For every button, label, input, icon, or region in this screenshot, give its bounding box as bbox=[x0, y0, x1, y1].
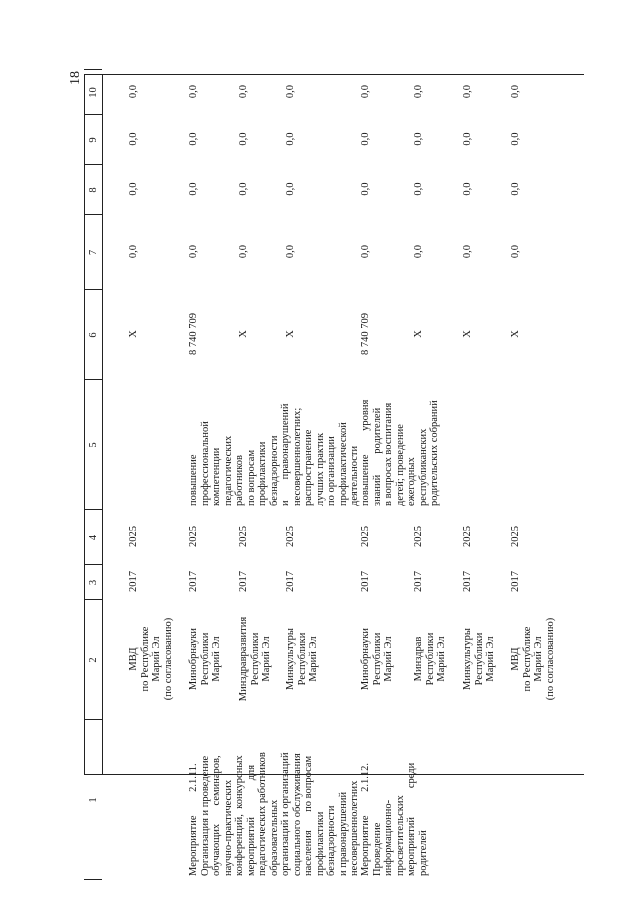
table-cell-r2-c9: 0,0 bbox=[188, 132, 199, 146]
table-cell-r4-c9: 0,0 bbox=[285, 132, 296, 146]
table-cell-r5-c3: 2017 bbox=[360, 571, 371, 592]
column-separator bbox=[84, 379, 102, 380]
table-cell-r3-c8: 0,0 bbox=[238, 182, 249, 196]
table-cell-r4-c6: Х bbox=[285, 330, 296, 338]
table-cell-r6-c3: 2017 bbox=[413, 571, 424, 592]
table-cell-r2-c7: 0,0 bbox=[188, 244, 199, 259]
column-separator bbox=[84, 509, 102, 510]
table-cell-r5-c9: 0,0 bbox=[360, 132, 371, 146]
table-cell-r5-c10: 0,0 bbox=[360, 84, 371, 99]
column-separator bbox=[84, 719, 102, 720]
table-cell-r8-c6: Х bbox=[510, 330, 521, 338]
table-cell-r3-c9: 0,0 bbox=[238, 132, 249, 146]
table-cell-r6-c4: 2025 bbox=[413, 526, 424, 547]
table-cell-r4-c3: 2017 bbox=[285, 571, 296, 592]
header-cell-2: 2 bbox=[88, 657, 99, 663]
table-cell-r7-c6: Х bbox=[462, 330, 473, 338]
column-separator bbox=[84, 214, 102, 215]
table-cell-r1-c4: 2025 bbox=[128, 526, 139, 547]
table-cell-r2-c8: 0,0 bbox=[188, 182, 199, 196]
table-cell-r5-c8: 0,0 bbox=[360, 182, 371, 196]
table-cell-r2-c4: 2025 bbox=[188, 526, 199, 547]
header-cell-10: 10 bbox=[88, 87, 99, 98]
table-cell-r2-c2: Минобрнауки Республики Марий Эл bbox=[188, 627, 222, 691]
header-cell-9: 9 bbox=[88, 137, 99, 143]
table-cell-r2-c5: повышение профессиональной компетенции педагогических работников по вопросам профилактики безнадзорности и правонарушений несовершеннолетних; распространение лучших практик по организации профилактической деятельности bbox=[188, 403, 360, 506]
header-cell-7: 7 bbox=[88, 249, 99, 256]
table-cell-r6-c6: Х bbox=[413, 330, 424, 338]
table-cell-r6-c8: 0,0 bbox=[413, 182, 424, 196]
table-cell-r6-c9: 0,0 bbox=[413, 132, 424, 146]
header-cell-3: 3 bbox=[88, 579, 99, 586]
column-separator bbox=[84, 164, 102, 165]
table-cell-r7-c4: 2025 bbox=[462, 526, 473, 547]
table-cell-r2-c10: 0,0 bbox=[188, 84, 199, 99]
table-cell-r7-c10: 0,0 bbox=[462, 84, 473, 99]
column-separator bbox=[84, 564, 102, 565]
table-cell-r3-c10: 0,0 bbox=[238, 84, 249, 99]
table-cell-r5-c6: 8 740 709 bbox=[360, 313, 371, 355]
table-cell-r3-c6: Х bbox=[238, 330, 249, 338]
table-cell-r1-c2: МВД по Республике Марий Эл (по согласованию) bbox=[128, 617, 174, 701]
table-cell-r8-c10: 0,0 bbox=[510, 84, 521, 99]
table-cell-r4-c7: 0,0 bbox=[285, 244, 296, 259]
table-cell-r5-c4: 2025 bbox=[360, 526, 371, 547]
header-cell-8: 8 bbox=[88, 187, 99, 193]
column-separator bbox=[84, 114, 102, 115]
table-cell-r6-c10: 0,0 bbox=[413, 84, 424, 99]
column-separator bbox=[84, 599, 102, 600]
table-cell-r1-c3: 2017 bbox=[128, 571, 139, 592]
table-cell-r6-c2: Минздрав Республики Марий Эл bbox=[413, 632, 447, 686]
table-cell-r4-c10: 0,0 bbox=[285, 84, 296, 99]
header-cell-4: 4 bbox=[88, 534, 99, 541]
table-cell-r1-c8: 0,0 bbox=[128, 182, 139, 196]
table-cell-r2-c6: 8 740 709 bbox=[188, 313, 199, 355]
table-cell-r8-c4: 2025 bbox=[510, 526, 521, 547]
page-number: 18 bbox=[68, 71, 83, 85]
table-cell-r7-c2: Минкультуры Республики Марий Эл bbox=[462, 628, 496, 690]
table-cell-r5-c2: Минобрнауки Республики Марий Эл bbox=[360, 627, 394, 691]
table-cell-r1-c6: Х bbox=[128, 330, 139, 338]
table-cell-r1-c7: 0,0 bbox=[128, 244, 139, 259]
table-cell-r7-c3: 2017 bbox=[462, 571, 473, 592]
table-cell-r7-c9: 0,0 bbox=[462, 132, 473, 146]
header-cell-1: 1 bbox=[88, 797, 99, 803]
table-cell-r3-c4: 2025 bbox=[238, 526, 249, 547]
table-cell-r2-c1: Мероприятие 2.1.11. Организация и проведение обучающих семинаров, научно-практических конференций, конкурсных мероприятий для педагогических работников образовательных организаций и организаций социального обслуживания населения по вопросам профилактики безнадзорности и правонарушений несовершеннолетних bbox=[188, 752, 360, 876]
table-cell-r2-c3: 2017 bbox=[188, 571, 199, 592]
table-cell-r8-c2: МВД по Республике Марий Эл (по согласованию) bbox=[510, 617, 556, 701]
table-cell-r8-c7: 0,0 bbox=[510, 244, 521, 259]
table-cell-r4-c4: 2025 bbox=[285, 526, 296, 547]
table-cell-r8-c8: 0,0 bbox=[510, 182, 521, 196]
table-cell-r7-c8: 0,0 bbox=[462, 182, 473, 196]
table-cell-r4-c2: Минкультуры Республики Марий Эл bbox=[285, 628, 319, 690]
table-cell-r4-c8: 0,0 bbox=[285, 182, 296, 196]
table-cell-r5-c7: 0,0 bbox=[360, 244, 371, 259]
column-separator bbox=[84, 69, 102, 70]
table-cell-r7-c7: 0,0 bbox=[462, 244, 473, 259]
table-cell-r5-c5: повышение уровня знаний родителей в вопросах воспитания детей; проведение ежегодных республиканских родительских собраний bbox=[360, 399, 440, 506]
column-separator bbox=[84, 289, 102, 290]
table-cell-r1-c10: 0,0 bbox=[128, 84, 139, 99]
table-cell-r3-c7: 0,0 bbox=[238, 244, 249, 259]
table-cell-r5-c1: Мероприятие 2.1.12. Проведение информационно- просветительских мероприятий среди родителей bbox=[360, 762, 429, 876]
table-cell-r8-c3: 2017 bbox=[510, 571, 521, 592]
header-cell-6: 6 bbox=[88, 332, 99, 338]
header-cell-5: 5 bbox=[88, 442, 99, 448]
table-cell-r6-c7: 0,0 bbox=[413, 244, 424, 259]
table-cell-r1-c9: 0,0 bbox=[128, 132, 139, 146]
table-cell-r8-c9: 0,0 bbox=[510, 132, 521, 146]
table-cell-r3-c2: Минздравразвития Республики Марий Эл bbox=[238, 616, 272, 702]
table-cell-r3-c3: 2017 bbox=[238, 571, 249, 592]
column-separator bbox=[84, 879, 102, 880]
